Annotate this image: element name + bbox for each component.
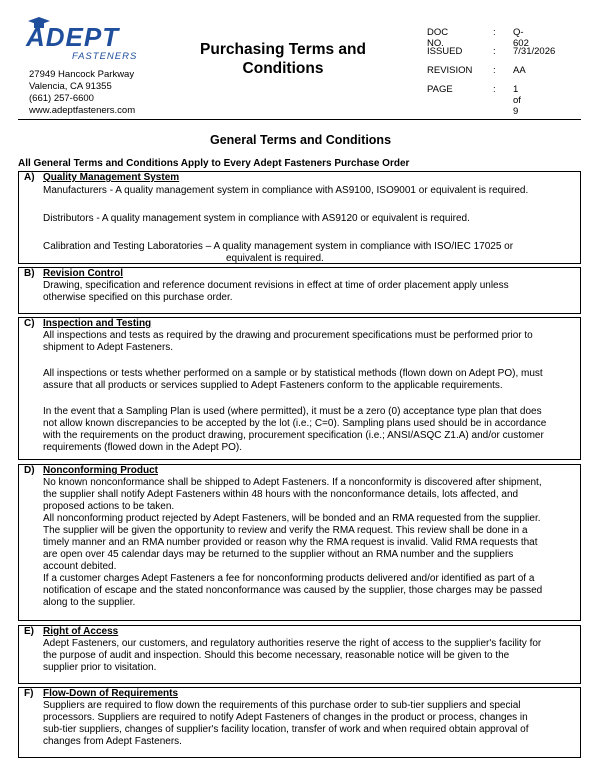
paragraph-line: sub-tier suppliers, changes of supplier's facility location, transfer of work and when required obtain approval of [43,724,529,735]
paragraph-line: account debited. [43,561,117,572]
paragraph-line: the supplier shall notify Adept Fasteners within 48 hours with the nonconformance details, lots affected, and [43,489,519,500]
paragraph-line: processors. Suppliers are required to notify Adept Fasteners of changes in the product or process, changes in [43,712,528,723]
meta-key: PAGE [427,84,453,95]
header-divider [18,119,581,120]
meta-sep: : [493,65,496,76]
paragraph-line: requirements (flowed down in the Adept PO). [43,442,242,453]
section-f [18,687,581,758]
paragraph-line: timely manner and an RMA number provided or reason why the RMA request is invalid. Valid RMA requests that [43,537,538,548]
meta-key: REVISION [427,65,473,76]
paragraph-line: with the requirements on the product drawing, procurement specification (i.e.; ANSI/ASQC Z1.A) and/or customer [43,430,544,441]
paragraph-line: shipment to Adept Fasteners. [43,342,174,353]
paragraph-line: proposed actions to be taken. [43,501,175,512]
meta-sep: : [493,27,496,38]
paragraph-line: All inspections or tests whether performed on a sample or by statistical methods (flown down on Adept PO), must [43,368,543,379]
paragraph-line: If a customer charges Adept Fasteners a fee for nonconforming products delivered and/or identified as part of a [43,573,535,584]
section-body [43,700,574,748]
section-title: Inspection and Testing [43,318,152,329]
paragraph-line: along to the supplier. [43,597,136,608]
logo-name: ADEPT [26,22,120,52]
section-title: Revision Control [43,268,124,279]
meta-value: 1 of 9 [513,84,521,117]
section-title: Quality Management System [43,172,180,183]
meta-key: ISSUED [427,46,463,57]
section-e [18,625,581,684]
paragraph-line: assure that all products or services supplied to Adept Fasteners conform to the applicable requirements. [43,380,503,391]
section-letter: E) [24,626,34,637]
paragraph: Calibration and Testing Laboratories – A quality management system in compliance with ISO/IEC 17025 or [43,241,514,252]
paragraph-line: the purpose of audit and inspection. Should this become necessary, reasonable notice will be given to the [43,650,510,661]
paragraph-line: All nonconforming product rejected by Adept Fasteners, will be bonded and an RMA requested from the supplier. [43,513,541,524]
logo-subtitle: FASTENERS [72,51,138,62]
section-d [18,464,581,621]
section-a [18,171,581,264]
meta-value: AA [513,65,526,76]
section-body [43,477,574,609]
paragraph-line: In the event that a Sampling Plan is used (where permitted), it must be a zero (0) acceptance type plan that does [43,406,542,417]
document-title-line: Conditions [242,60,324,77]
section-b [18,267,581,314]
apply-line: All General Terms and Conditions Apply to Every Adept Fasteners Purchase Order [18,158,410,169]
paragraph-line: not allow known discrepancies to be accepted by the lot (i.e.; C=0). Sampling plans used should be in accordance [43,418,547,429]
section-body [43,330,574,454]
paragraph-line: otherwise specified on this purchase order. [43,292,233,303]
section-letter: A) [24,172,35,183]
section-c [18,317,581,460]
section-body [43,185,574,265]
company-address [29,69,135,117]
paragraph-line: Adept Fasteners, our customers, and regulatory authorities reserve the right of access to the supplier's facility for [43,638,542,649]
company-logo [26,24,146,64]
paragraph: Distributors - A quality management system in compliance with AS9120 or equivalent is required. [43,213,470,224]
address-street: 27949 Hancock Parkway [29,69,135,80]
paragraph-line: notification of escape and the stated nonconformance was caused by the supplier, those charges may be passed [43,585,543,596]
section-letter: C) [24,318,35,329]
paragraph-line: No known nonconformance shall be shipped to Adept Fasteners. If a nonconformity is discovered after shipment, [43,477,542,488]
paragraph: equivalent is required. [226,253,324,264]
paragraph-line: The supplier will be given the opportunity to review and verify the RMA request. This review shall be done in a [43,525,528,536]
section-body [43,280,574,304]
meta-sep: : [493,46,496,57]
paragraph-line: Drawing, specification and reference document revisions in effect at time of order placement apply unless [43,280,509,291]
section-title: Flow-Down of Requirements [43,688,178,699]
paragraph-line: All inspections and tests as required by the drawing and procurement specifications must be performed prior to [43,330,533,341]
meta-sep: : [493,84,496,95]
paragraph-line: are open over 45 calendar days may be returned to the supplier without an RMA number and the suppliers [43,549,514,560]
paragraph: Manufacturers - A quality management system in compliance with AS9100, ISO9001 or equivalent is required. [43,185,529,196]
address-website: www.adeptfasteners.com [29,105,136,116]
meta-value: Q-602 [513,27,529,49]
address-phone: (661) 257-6600 [29,93,94,104]
section-title: Nonconforming Product [43,465,158,476]
paragraph-line: Suppliers are required to flow down the requirements of this purchase order to sub-tier suppliers and special [43,700,521,711]
address-city: Valencia, CA 91355 [29,81,112,92]
meta-key: DOC NO. [427,27,449,49]
section-title: Right of Access [43,626,119,637]
paragraph-line: changes from Adept Fasteners. [43,736,182,747]
section-letter: F) [24,688,34,699]
section-letter: B) [24,268,35,279]
document-title-line: Purchasing Terms and [200,41,366,58]
section-letter: D) [24,465,35,476]
section-body [43,638,574,674]
section-heading: General Terms and Conditions [209,133,392,147]
meta-value: 7/31/2026 [513,46,556,57]
document-title [176,40,390,78]
paragraph-line: supplier prior to visitation. [43,662,157,673]
